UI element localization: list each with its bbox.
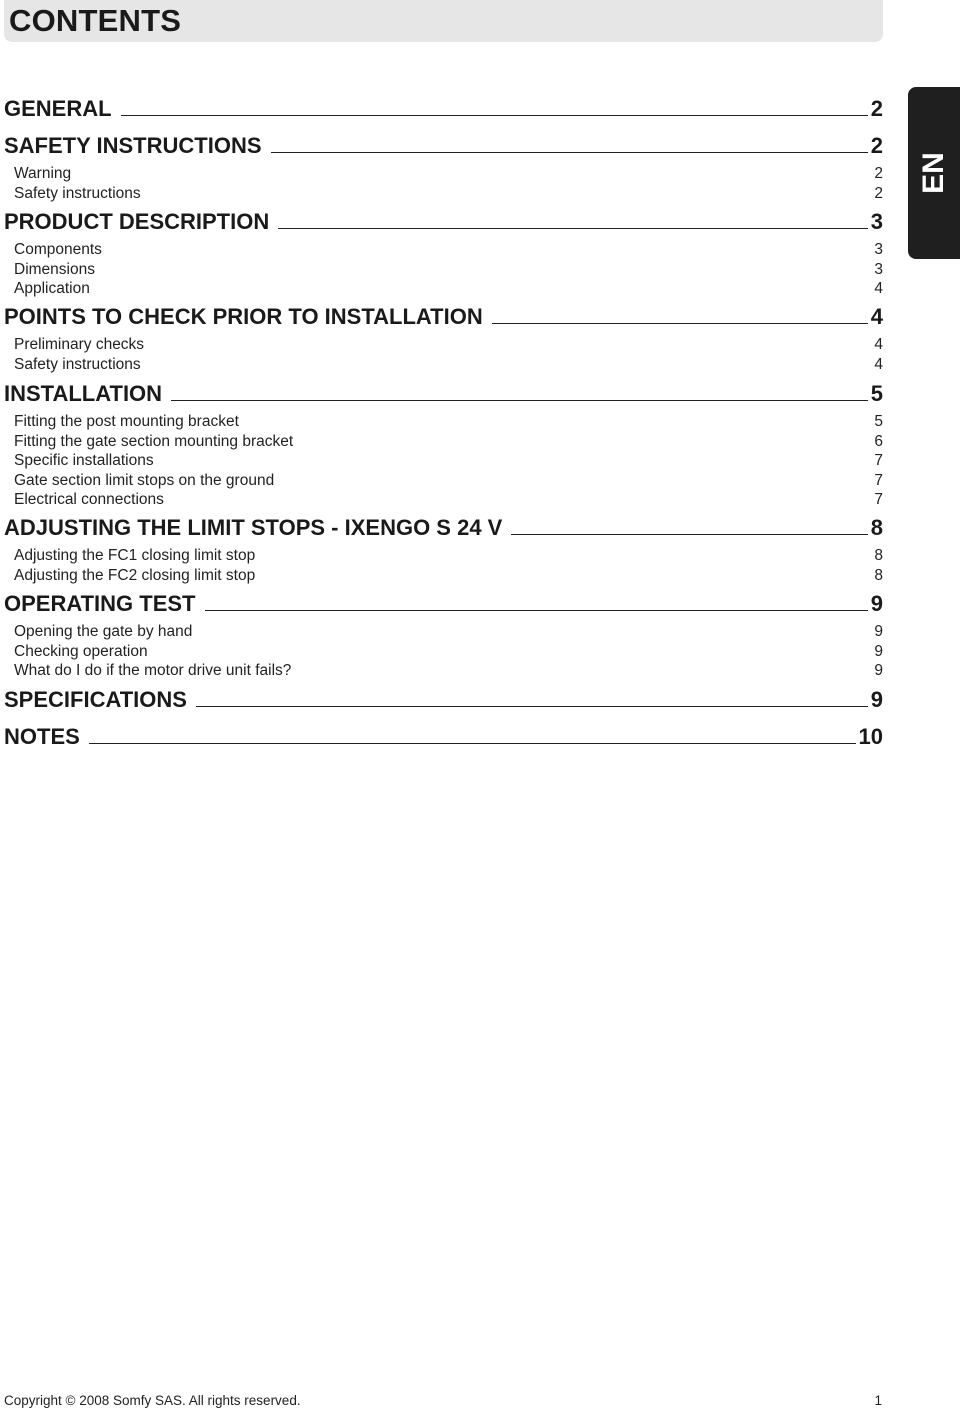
toc-section-title: NOTES — [4, 724, 80, 749]
toc-entry-page: 9 — [874, 642, 883, 660]
toc-section-page: 2 — [870, 96, 883, 121]
toc-entry[interactable] — [0, 334, 883, 354]
toc-entry-page: 7 — [874, 452, 883, 470]
toc-entry[interactable] — [0, 278, 883, 298]
toc-section-heading[interactable] — [0, 379, 883, 407]
toc-section-heading[interactable] — [0, 94, 883, 122]
toc-entry-page: 7 — [874, 471, 883, 489]
toc-entry[interactable] — [0, 354, 883, 374]
toc-entry[interactable] — [0, 470, 883, 490]
toc-entry-page: 9 — [874, 623, 883, 640]
toc-entry-page: 4 — [874, 355, 883, 373]
toc-leader-line — [196, 706, 868, 707]
toc-entry-title: Gate section limit stops on the ground — [14, 471, 275, 489]
toc-entry-page: 4 — [874, 336, 883, 353]
toc-section-heading[interactable] — [0, 513, 883, 541]
toc-entry[interactable] — [0, 259, 883, 279]
toc-entry-page: 7 — [874, 491, 883, 509]
toc-entry[interactable] — [0, 641, 883, 661]
toc-leader-line — [171, 400, 868, 401]
toc-entry-title: Checking operation — [14, 642, 148, 660]
toc-leader-line — [271, 152, 868, 153]
page-title: CONTENTS — [9, 3, 182, 38]
toc-section-title: GENERAL — [4, 96, 112, 121]
toc-section-page: 3 — [870, 209, 883, 234]
toc-section-title: INSTALLATION — [4, 381, 163, 406]
toc-entry[interactable] — [0, 163, 883, 183]
toc-entry-title: Warning — [14, 165, 72, 182]
toc-entry-title: Adjusting the FC1 closing limit stop — [14, 547, 256, 564]
toc-entry-title: Application — [14, 280, 90, 298]
toc-entry-title: Fitting the gate section mounting bracket — [14, 432, 294, 450]
toc-entry[interactable] — [0, 660, 883, 680]
toc-section-heading[interactable] — [0, 302, 883, 330]
toc-section-page: 10 — [858, 724, 883, 749]
toc-entry-title: Opening the gate by hand — [14, 623, 193, 640]
toc-section-page: 2 — [870, 133, 883, 158]
toc-section-heading[interactable] — [0, 589, 883, 617]
toc-entry[interactable] — [0, 545, 883, 565]
toc-section-title: POINTS TO CHECK PRIOR TO INSTALLATION — [4, 304, 483, 329]
toc-entry-title: Preliminary checks — [14, 336, 145, 353]
toc-section-heading[interactable] — [0, 207, 883, 235]
toc-entry-title: Dimensions — [14, 260, 95, 278]
toc-section-title: SAFETY INSTRUCTIONS — [4, 133, 262, 158]
toc-entry-page: 9 — [874, 662, 883, 680]
toc-entry[interactable] — [0, 565, 883, 585]
toc-leader-line — [205, 610, 868, 611]
toc-entry-title: Safety instructions — [14, 355, 141, 373]
toc-section-page: 8 — [870, 515, 883, 540]
toc-leader-line — [121, 115, 868, 116]
toc-section-title: OPERATING TEST — [4, 591, 196, 616]
toc-entry[interactable] — [0, 450, 883, 470]
toc-entry-title: Adjusting the FC2 closing limit stop — [14, 566, 256, 584]
toc-section-page: 5 — [870, 381, 883, 406]
toc-section-heading[interactable] — [0, 131, 883, 159]
toc-entry-title: Specific installations — [14, 452, 154, 470]
toc-entry-page: 3 — [874, 260, 883, 278]
toc-entry-page: 8 — [874, 547, 883, 564]
toc-entry[interactable] — [0, 183, 883, 203]
toc-section-heading[interactable] — [0, 722, 883, 750]
toc-section-page: 9 — [870, 591, 883, 616]
toc-entry[interactable] — [0, 489, 883, 509]
toc-leader-line — [511, 534, 867, 535]
toc-entry[interactable] — [0, 411, 883, 431]
toc-entry[interactable] — [0, 621, 883, 641]
toc-entry[interactable] — [0, 239, 883, 259]
toc-entry-title: Components — [14, 241, 102, 258]
toc-entry-title: Safety instructions — [14, 184, 141, 202]
footer-page-number: 1 — [874, 1393, 882, 1408]
toc-entry-title: Fitting the post mounting bracket — [14, 413, 239, 430]
toc-section-title: SPECIFICATIONS — [4, 687, 187, 712]
language-label: EN — [917, 152, 950, 194]
toc-section-heading[interactable] — [0, 685, 883, 713]
toc-section-title: ADJUSTING THE LIMIT STOPS - IXENGO S 24 V — [4, 515, 503, 540]
toc-leader-line — [89, 743, 856, 744]
toc-entry-page: 2 — [874, 184, 883, 202]
toc-leader-line — [278, 228, 868, 229]
footer-copyright: Copyright © 2008 Somfy SAS. All rights reserved. — [4, 1393, 301, 1408]
toc-entry-page: 4 — [874, 280, 883, 298]
toc-section-page: 9 — [870, 687, 883, 712]
toc-leader-line — [492, 323, 868, 324]
toc-entry[interactable] — [0, 431, 883, 451]
toc-entry-page: 6 — [874, 432, 883, 450]
toc-entry-page: 8 — [874, 566, 883, 584]
toc-entry-title: Electrical connections — [14, 491, 164, 509]
toc-entry-page: 2 — [874, 165, 883, 182]
toc-section-page: 4 — [870, 304, 883, 329]
toc-section-title: PRODUCT DESCRIPTION — [4, 209, 270, 234]
toc-entry-page: 5 — [874, 413, 883, 430]
toc-entry-title: What do I do if the motor drive unit fails? — [14, 662, 292, 680]
toc-entry-page: 3 — [874, 241, 883, 258]
